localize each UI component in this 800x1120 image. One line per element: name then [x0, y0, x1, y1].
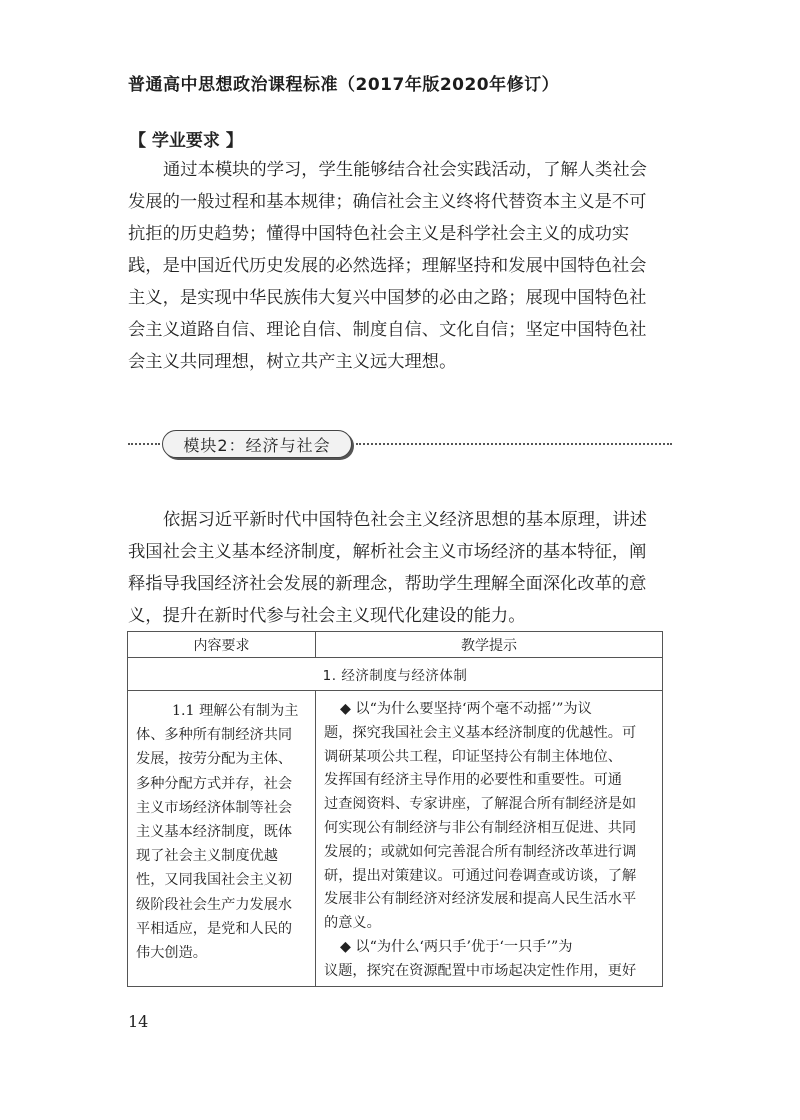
dotted-rule-right — [356, 443, 672, 445]
paragraph-line: 通过本模块的学习，学生能够结合社会实践活动，了解人类社会 — [163, 160, 647, 180]
cell-line: 题，探究我国社会主义基本经济制度的优越性。可 — [324, 724, 637, 741]
cell-line: 过查阅资料、专家讲座，了解混合所有制经济是如 — [324, 796, 637, 813]
cell-line: 研，提出对策建议。可通过问卷调查或访谈，了解 — [324, 867, 637, 884]
cell-line: 发展的；或就如何完善混合所有制经济改革进行调 — [324, 843, 637, 860]
cell-line: ◆ 以“为什么‘两只手’优于‘一只手’”为 — [340, 938, 573, 955]
cell-line: 议题，探究在资源配置中市场起决定性作用，更好 — [324, 962, 637, 979]
academic-requirements-paragraph — [128, 154, 672, 378]
cell-line: 何实现公有制经济与非公有制经济相互促进、共同 — [324, 819, 637, 836]
cell-line: 多种分配方式并存，社会 — [136, 775, 293, 792]
table-header-row — [128, 632, 663, 658]
module-banner — [128, 430, 672, 460]
module-title: 模块2：经济与社会 — [162, 430, 352, 458]
column-header-hints: 教学提示 — [316, 632, 663, 658]
curriculum-table — [127, 631, 663, 987]
paragraph-line: 我国社会主义基本经济制度，解析社会主义市场经济的基本特征，阐 — [128, 542, 647, 562]
cell-line: 发展，按劳分配为主体、 — [136, 751, 293, 768]
cell-line: 性，又同我国社会主义初 — [136, 872, 293, 889]
cell-line: 现了社会主义制度优越 — [136, 848, 278, 865]
paragraph-line: 践，是中国近代历史发展的必然选择；理解坚持和发展中国特色社会 — [128, 256, 647, 276]
module-intro-paragraph — [128, 504, 672, 632]
cell-line: 1.1 理解公有制为主 — [172, 703, 299, 719]
content-requirement-cell — [128, 691, 316, 987]
running-header: 普通高中思想政治课程标准（2017年版2020年修订） — [128, 75, 560, 95]
paragraph-line: 抗拒的历史趋势；懂得中国特色社会主义是科学社会主义的成功实 — [128, 224, 630, 244]
paragraph-line: 义，提升在新时代参与社会主义现代化建设的能力。 — [128, 606, 526, 626]
cell-line: 发挥国有经济主导作用的必要性和重要性。可通 — [324, 772, 622, 789]
table-row — [128, 691, 663, 987]
cell-line: 主义基本经济制度，既体 — [136, 824, 293, 841]
cell-line: 体、多种所有制经济共同 — [136, 727, 293, 744]
cell-line: 伟大创造。 — [136, 945, 207, 962]
page-number: 14 — [128, 1012, 149, 1031]
paragraph-line: 释指导我国经济社会发展的新理念，帮助学生理解全面深化改革的意 — [128, 574, 647, 594]
teaching-hint-cell — [316, 691, 663, 987]
paragraph-line: 主义，是实现中华民族伟大复兴中国梦的必由之路；展现中国特色社 — [128, 288, 647, 308]
column-header-content: 内容要求 — [128, 632, 316, 658]
paragraph-line: 会主义道路自信、理论自信、制度自信、文化自信；坚定中国特色社 — [128, 320, 647, 340]
cell-line: 平相适应，是党和人民的 — [136, 920, 293, 937]
paragraph-line: 发展的一般过程和基本规律；确信社会主义终将代替资本主义是不可 — [128, 192, 647, 212]
cell-line: 主义市场经济体制等社会 — [136, 799, 293, 816]
cell-line: ◆ 以“为什么要坚持‘两个毫不动摇’”为议 — [340, 701, 592, 717]
paragraph-line: 会主义共同理想，树立共产主义远大理想。 — [128, 352, 457, 372]
table-section-row — [128, 658, 663, 691]
dotted-rule-left — [128, 443, 160, 445]
paragraph-line: 依据习近平新时代中国特色社会主义经济思想的基本原理，讲述 — [163, 510, 647, 530]
cell-line: 的意义。 — [324, 915, 381, 932]
cell-line: 发展非公有制经济对经济发展和提高人民生活水平 — [324, 891, 637, 908]
cell-line: 级阶段社会生产力发展水 — [136, 896, 293, 913]
section-title: 1. 经济制度与经济体制 — [128, 658, 663, 691]
academic-requirements-heading: 【 学业要求 】 — [129, 131, 243, 151]
cell-line: 调研某项公共工程，印证坚持公有制主体地位、 — [324, 748, 622, 765]
